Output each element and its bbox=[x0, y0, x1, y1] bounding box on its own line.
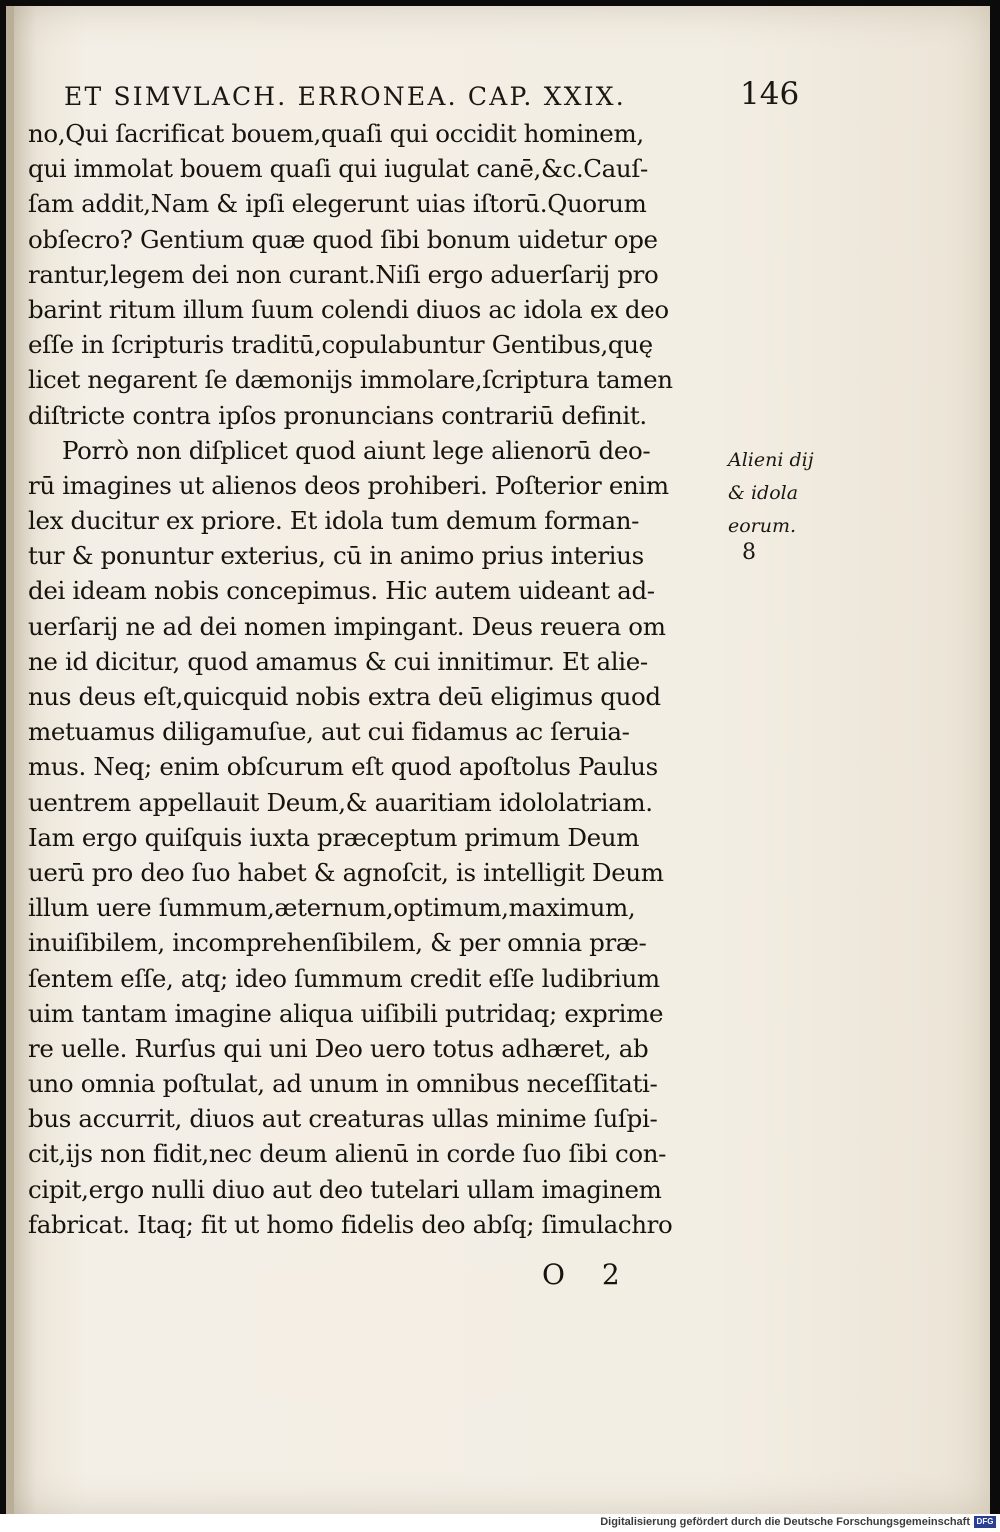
marginal-number: 8 bbox=[742, 540, 756, 565]
marginal-note-line: eorum. bbox=[728, 515, 797, 537]
text-line: no,Qui ſacrificat bouem,quaſi qui occidit hominem, bbox=[28, 119, 644, 148]
text-line: lex ducitur ex priore. Et idola tum demum forman- bbox=[28, 506, 640, 536]
text-line: ne id dicitur, quod amamus & cui innitimur. Et alie- bbox=[28, 646, 648, 676]
page-gutter-shadow bbox=[6, 6, 14, 1514]
text-line: obſecro? Gentium quæ quod ſibi bonum uidetur ope bbox=[28, 224, 658, 254]
text-line: cipit,ergo nulli diuo aut deo tutelari ullam imaginem bbox=[28, 1174, 662, 1204]
text-line: nus deus eſt,quicquid nobis extra deū eligimus quod bbox=[28, 682, 661, 711]
text-line: bus accurrit, diuos aut creaturas ullas minime ſuſpi- bbox=[28, 1104, 658, 1134]
text-line: licet negarent ſe dæmonijs immolare,ſcriptura tamen bbox=[28, 365, 673, 395]
text-line: illum uere ſummum,æternum,optimum,maximum, bbox=[28, 893, 636, 923]
signature-mark: O 2 bbox=[542, 1258, 634, 1291]
text-line: uentrem appellauit Deum,& auaritiam idololatriam. bbox=[28, 787, 653, 817]
text-line: inuiſibilem, incomprehenſibilem, & per omnia præ- bbox=[28, 928, 647, 958]
text-line: qui immolat bouem quaſi qui iugulat canē,&c.Cauſ- bbox=[28, 154, 648, 184]
text-line: fabricat. Itaq; fit ut homo fidelis deo abſq; ſimulachro bbox=[28, 1209, 673, 1239]
book-page bbox=[6, 6, 990, 1514]
marginal-note-line: Alieni dij bbox=[728, 449, 814, 471]
marginal-note bbox=[728, 444, 838, 543]
text-line: uerſarij ne ad dei nomen impingant. Deus reuera om bbox=[28, 611, 666, 641]
text-line: ſentem eſſe, atq; ideo ſummum credit eſſe ludibrium bbox=[28, 963, 660, 993]
text-line: dei ideam nobis concepimus. Hic autem uideant ad- bbox=[28, 576, 655, 606]
text-line: rantur,legem dei non curant.Niſi ergo aduerſarij pro bbox=[28, 259, 659, 289]
text-line: rū imagines ut alienos deos prohiberi. Poſterior enim bbox=[28, 470, 669, 500]
text-line: eſſe in ſcripturis traditū,copulabuntur Gentibus,quę bbox=[28, 330, 653, 360]
text-line: uno omnia poſtulat, ad unum in omnibus neceſſitati- bbox=[28, 1069, 658, 1099]
dfg-logo-icon: DFG bbox=[974, 1516, 996, 1528]
running-head: ET SIMVLACH. ERRONEA. CAP. XXIX. bbox=[64, 82, 626, 111]
text-line: ſam addit,Nam & ipſi elegerunt uias iſtorū.Quorum bbox=[28, 189, 647, 219]
text-line: diſtricte contra ipſos pronuncians contrariū definit. bbox=[28, 400, 647, 430]
marginal-note-line: & idola bbox=[728, 482, 799, 504]
text-line: uerū pro deo ſuo habet & agnoſcit, is intelligit Deum bbox=[28, 857, 664, 887]
funding-credit: Digitalisierung gefördert durch die Deutsche Forschungsgemeinschaft bbox=[600, 1516, 970, 1528]
text-line: cit,ijs non fidit,nec deum alienū in corde ſuo ſibi con- bbox=[28, 1139, 667, 1169]
text-line: Iam ergo quiſquis iuxta præceptum primum Deum bbox=[28, 822, 640, 852]
body-text bbox=[28, 116, 728, 1242]
text-line: tur & ponuntur exterius, cū in animo prius interius bbox=[28, 541, 644, 571]
text-line: re uelle. Rurſus qui uni Deo uero totus adhæret, ab bbox=[28, 1033, 649, 1063]
text-line: mus. Neq; enim obſcurum eſt quod apoſtolus Paulus bbox=[28, 752, 658, 782]
paragraph-start-line: Porrò non diſplicet quod aiunt lege alienorū deo- bbox=[62, 435, 651, 465]
text-line: uim tantam imagine aliqua uiſibili putridaq; exprime bbox=[28, 998, 664, 1028]
text-line: metuamus diligamuſue, aut cui fidamus ac ſeruia- bbox=[28, 717, 630, 747]
text-line: barint ritum illum ſuum colendi diuos ac idola ex deo bbox=[28, 294, 669, 324]
page-number: 146 bbox=[740, 76, 800, 112]
